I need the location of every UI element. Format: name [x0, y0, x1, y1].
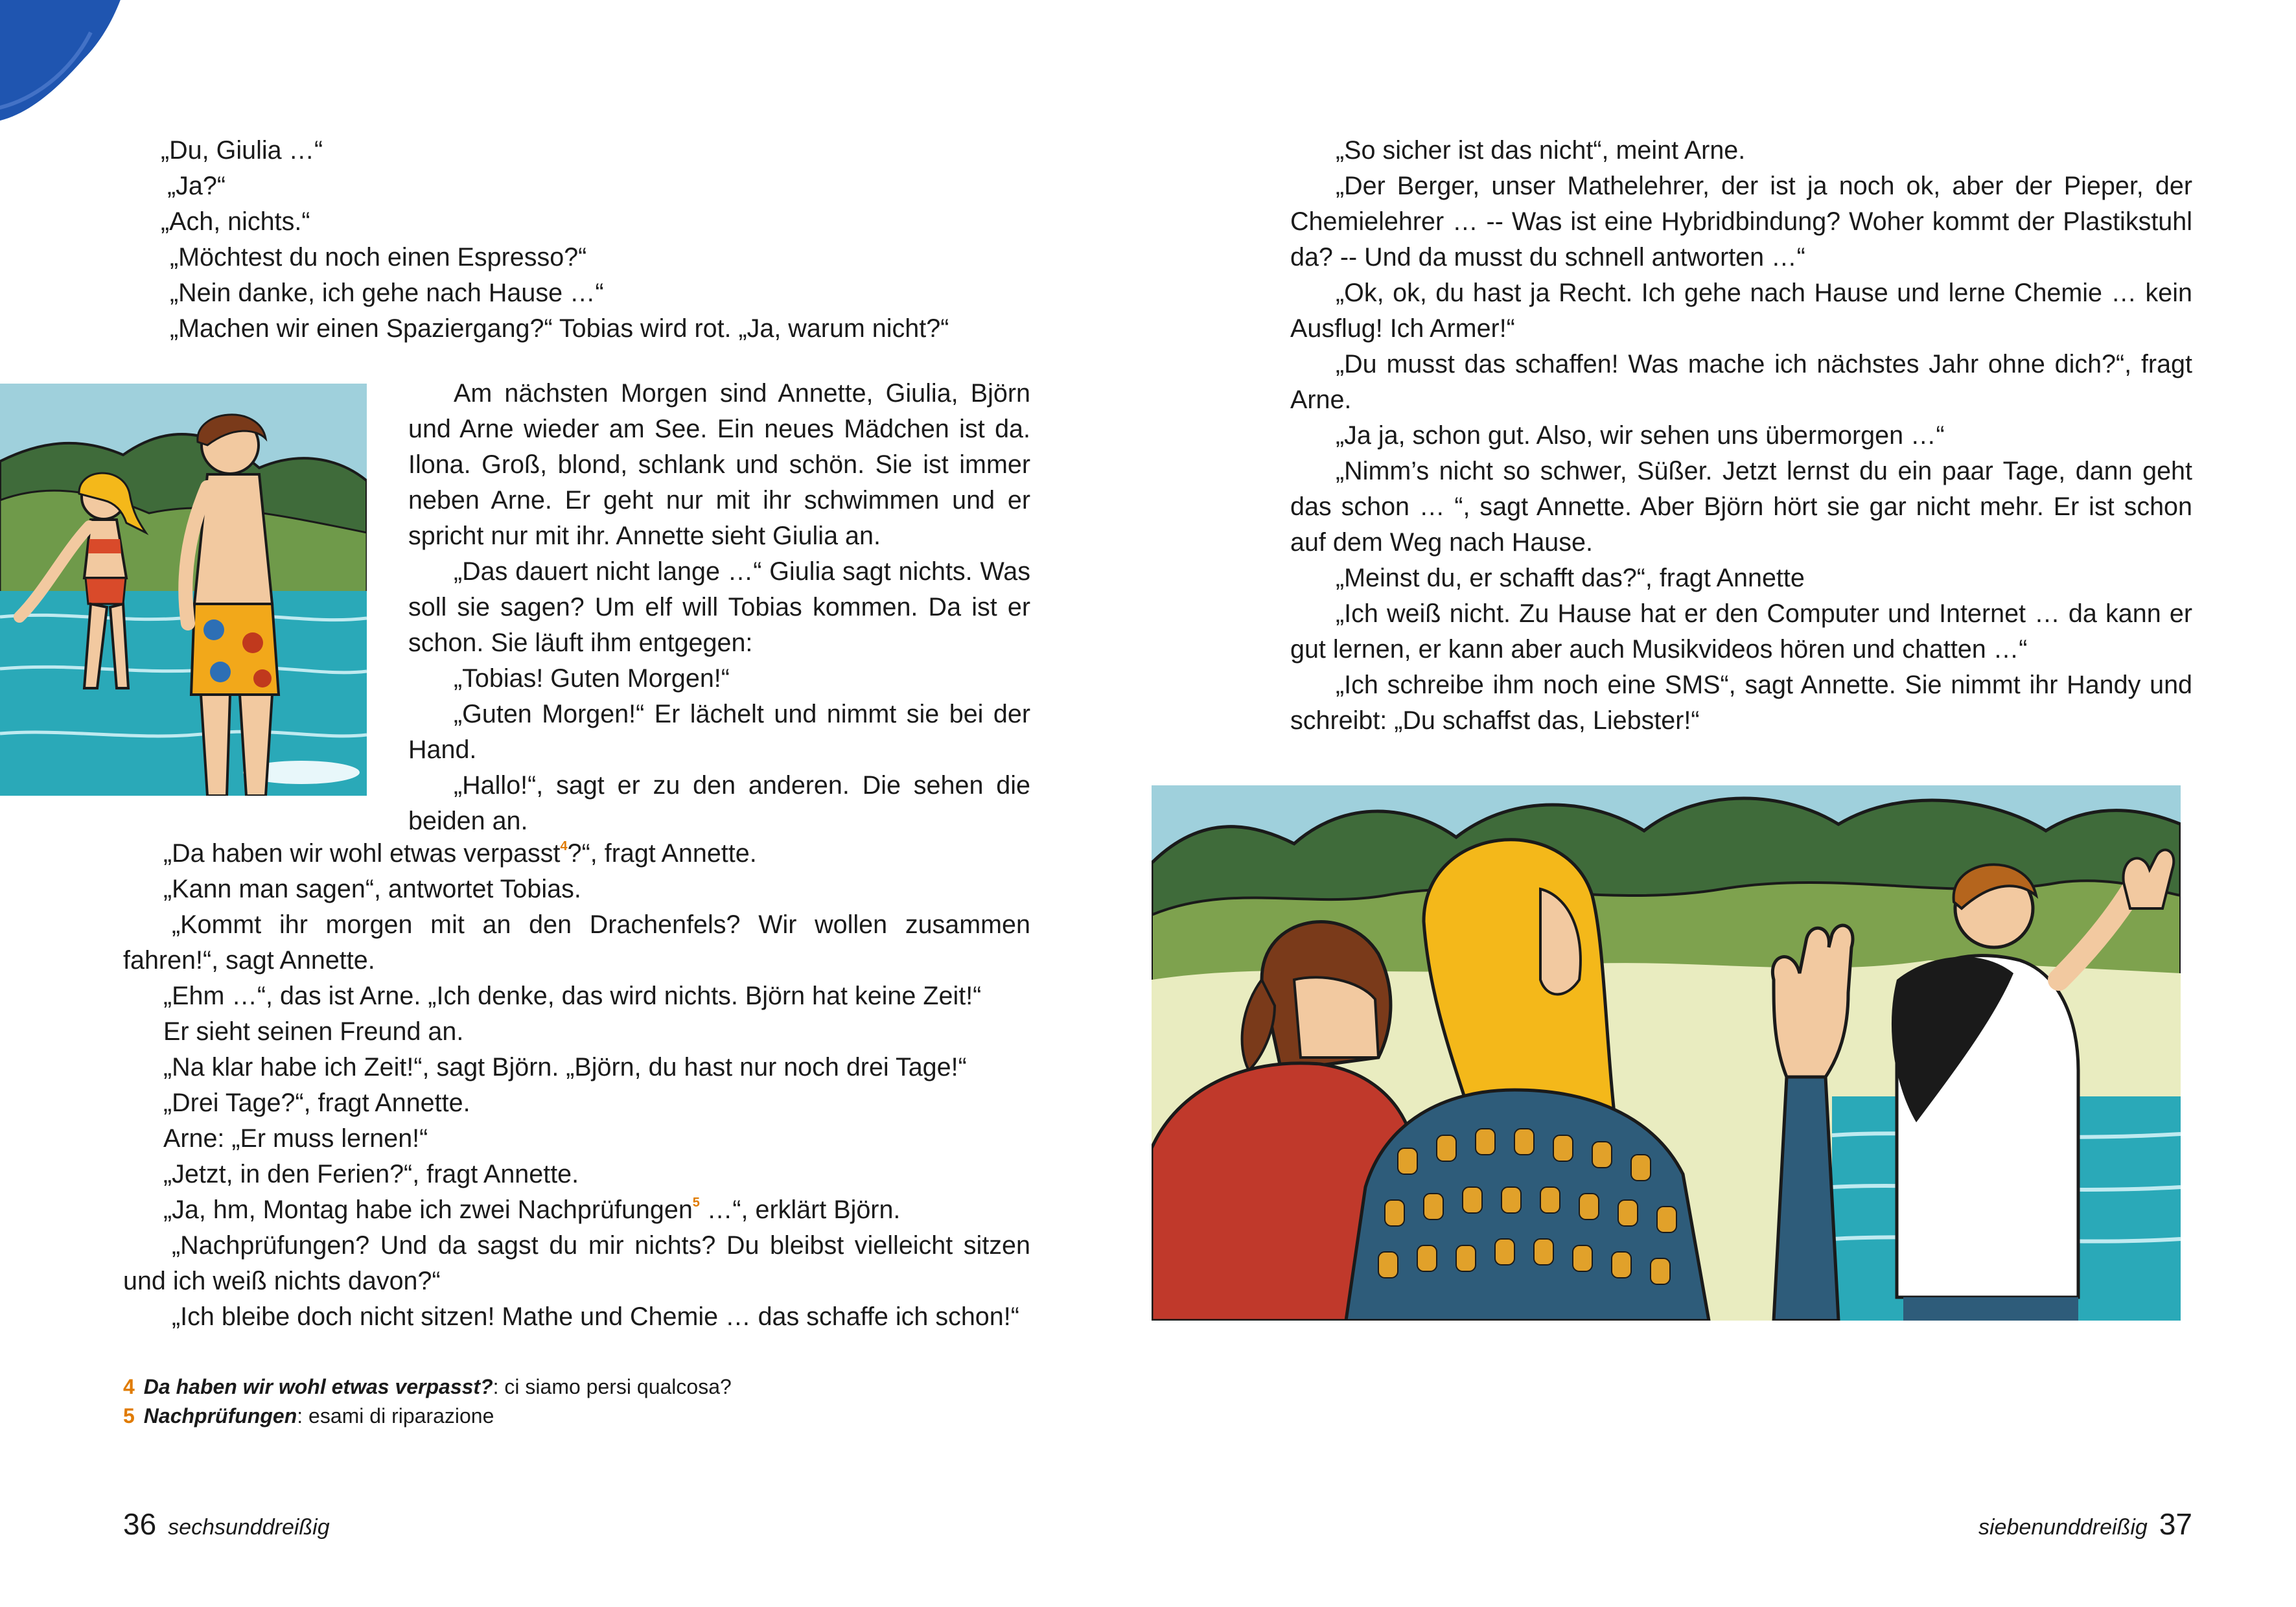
paragraph: „Der Berger, unser Mathelehrer, der ist ja noch ok, aber der Pieper, der Chemielehrer … -- Was ist eine Hybridbindung? Woher kommt der Plastikstuhl da? -- Und da musst du schnell antworten …“	[1290, 172, 2192, 272]
narrative-paragraph: „Guten Morgen!“ Er lächelt und nimmt sie bei der Hand.	[408, 700, 1030, 764]
footnote-term: Nachprüfungen	[143, 1404, 297, 1428]
dialogue-top	[161, 133, 1029, 347]
footnote-term: Da haben wir wohl etwas verpasst?	[143, 1375, 493, 1398]
page-footer-left	[123, 1505, 330, 1547]
dialogue-line: Arne: „Er muss lernen!“	[163, 1124, 428, 1153]
paragraph: „So sicher ist das nicht“, meint Arne.	[1336, 136, 1746, 165]
footnote	[123, 1372, 1030, 1402]
friends-waving-goodbye-illustration	[1152, 785, 2181, 1321]
dialogue-line: „Na klar habe ich Zeit!“, sagt Björn. „Björn, du hast nur noch drei Tage!“	[163, 1053, 967, 1081]
dialogue-line: „Kann man sagen“, antwortet Tobias.	[163, 875, 581, 903]
dialogue-text: „Ja, hm, Montag habe ich zwei Nachprüfungen	[163, 1196, 693, 1224]
blue-blob-decoration	[0, 0, 133, 130]
paragraph: „Ich weiß nicht. Zu Hause hat er den Computer und Internet … da kann er gut lernen, er kann aber auch Musikvideos hören und chatten …“	[1290, 599, 2192, 664]
paragraph: „Ich schreibe ihm noch eine SMS“, sagt Annette. Sie nimmt ihr Handy und schreibt: „Du schaffst das, Liebster!“	[1290, 671, 2192, 735]
footnote-marker: 5	[692, 1196, 700, 1210]
paragraph: „Meinst du, er schafft das?“, fragt Annette	[1336, 564, 1805, 592]
page-number-word: siebenunddreißig	[1978, 1515, 2148, 1540]
footnote-translation: : esami di riparazione	[297, 1404, 494, 1428]
footnote-number: 5	[123, 1404, 135, 1428]
swimmers-at-lake-illustration	[0, 384, 367, 796]
paragraph: „Ok, ok, du hast ja Recht. Ich gehe nach Hause und lerne Chemie … kein Ausflug! Ich Armer!“	[1290, 279, 2192, 343]
right-text-block	[1290, 133, 2192, 739]
paragraph: „Ja ja, schon gut. Also, wir sehen uns übermorgen …“	[1336, 421, 1945, 450]
page-number-word: sechsunddreißig	[168, 1515, 330, 1540]
dialogue-line: „Nein danke, ich gehe nach Hause …“	[170, 279, 604, 307]
paragraph: „Du musst das schaffen! Was mache ich nächstes Jahr ohne dich?“, fragt Arne.	[1290, 350, 2192, 414]
dialogue-bottom	[123, 836, 1030, 1335]
dialogue-line: „Möchtest du noch einen Espresso?“	[170, 243, 587, 272]
narrative-block	[408, 376, 1030, 839]
footnote	[123, 1402, 1030, 1431]
dialogue-line: „Machen wir einen Spaziergang?“ Tobias wird rot. „Ja, warum nicht?“	[170, 314, 949, 343]
dialogue-line: „Jetzt, in den Ferien?“, fragt Annette.	[163, 1160, 579, 1188]
footnote-number: 4	[123, 1375, 135, 1398]
page-number: 37	[2159, 1507, 2192, 1541]
dialogue-line: „Ach, nichts.“	[161, 207, 310, 236]
narrative-paragraph: „Hallo!“, sagt er zu den anderen. Die sehen die beiden an.	[408, 771, 1030, 835]
dialogue-line: „Ich bleibe doch nicht sitzen! Mathe und Chemie … das schaffe ich schon!“	[172, 1302, 1019, 1331]
page-number: 36	[123, 1507, 157, 1541]
footnotes	[123, 1372, 1030, 1431]
dialogue-line: „Ehm …“, das ist Arne. „Ich denke, das wird nichts. Björn hat keine Zeit!“	[163, 982, 982, 1010]
page-footer-right	[1978, 1505, 2192, 1547]
dialogue-text: ?“, fragt Annette.	[567, 839, 757, 868]
dialogue-line	[123, 836, 1030, 872]
dialogue-line: „Drei Tage?“, fragt Annette.	[163, 1089, 470, 1117]
narrative-paragraph: Am nächsten Morgen sind Annette, Giulia, Björn und Arne wieder am See. Ein neues Mädchen ist da. Ilona. Groß, blond, schlank und schön. Sie ist immer neben Arne. Er geht nur mit ihr schwimmen und er spricht nur mit ihr. Annette sieht Giulia an.	[408, 379, 1030, 550]
dialogue-line: „Nachprüfungen? Und da sagst du mir nichts? Du bleibst vielleicht sitzen und ich weiß nichts davon?“	[123, 1231, 1030, 1295]
dialogue-line	[123, 1192, 1030, 1228]
dialogue-line: Er sieht seinen Freund an.	[163, 1017, 464, 1046]
dialogue-line: „Ja?“	[167, 172, 226, 200]
paragraph: „Nimm’s nicht so schwer, Süßer. Jetzt lernst du ein paar Tage, dann geht das schon … “, sagt Annette. Aber Björn hört sie gar nicht mehr. Er ist schon auf dem Weg nach Hause.	[1290, 457, 2192, 557]
dialogue-text: „Da haben wir wohl etwas verpasst	[163, 839, 561, 868]
narrative-paragraph: „Tobias! Guten Morgen!“	[454, 664, 730, 693]
dialogue-text: …“, erklärt Björn.	[699, 1196, 901, 1224]
footnote-marker: 4	[560, 839, 568, 853]
dialogue-line: „Kommt ihr morgen mit an den Drachenfels? Wir wollen zusammen fahren!“, sagt Annette.	[123, 910, 1030, 975]
footnote-translation: : ci siamo persi qualcosa?	[493, 1375, 732, 1398]
narrative-paragraph: „Das dauert nicht lange …“ Giulia sagt nichts. Was soll sie sagen? Um elf will Tobias kommen. Da ist er schon. Sie läuft ihm entgegen:	[408, 557, 1030, 657]
dialogue-line: „Du, Giulia …“	[161, 136, 323, 165]
